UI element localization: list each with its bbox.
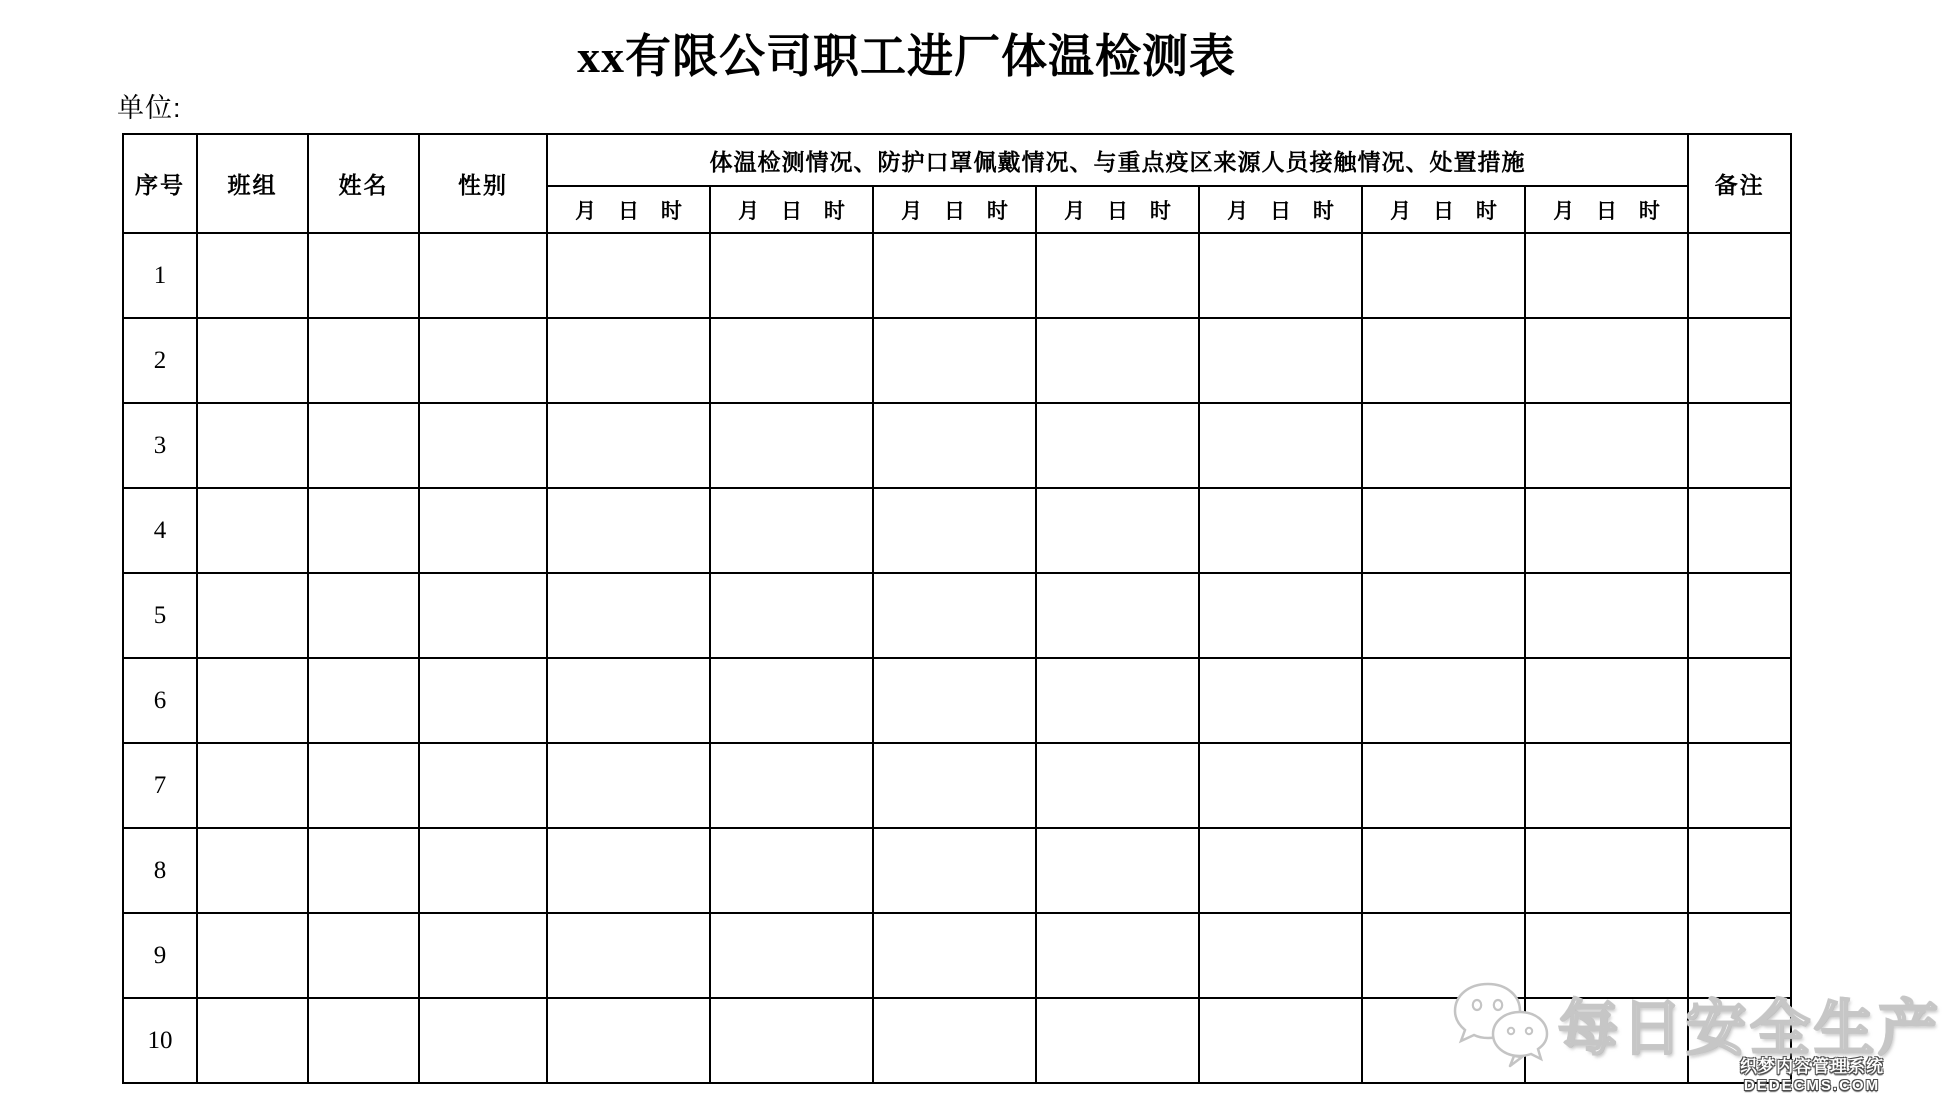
subheader-month-day-hour-7: 月 日 时: [1525, 186, 1688, 233]
empty-cell: [710, 403, 873, 488]
empty-cell: [1036, 998, 1199, 1083]
empty-cell: [547, 488, 710, 573]
row-number: 2: [123, 318, 197, 403]
empty-cell: [1362, 573, 1525, 658]
empty-cell: [873, 998, 1036, 1083]
empty-cell: [308, 403, 419, 488]
table-row: [123, 913, 1791, 998]
empty-cell: [710, 998, 873, 1083]
cms-badge-line1: 织梦内容管理系统: [1740, 1057, 1884, 1076]
empty-cell: [1525, 488, 1688, 573]
header-gender: 性别: [419, 134, 547, 233]
empty-cell: [308, 743, 419, 828]
subheader-month-day-hour-1: 月 日 时: [547, 186, 710, 233]
empty-cell: [1199, 488, 1362, 573]
empty-cell: [308, 488, 419, 573]
row-number: 4: [123, 488, 197, 573]
empty-cell: [419, 658, 547, 743]
empty-cell: [308, 233, 419, 318]
empty-cell: [1362, 743, 1525, 828]
empty-cell: [1525, 403, 1688, 488]
empty-cell: [419, 913, 547, 998]
watermark-text: 每日安全生产: [1558, 995, 1942, 1062]
header-team: 班组: [197, 134, 308, 233]
empty-cell: [419, 828, 547, 913]
empty-cell: [1199, 913, 1362, 998]
empty-cell: [419, 573, 547, 658]
empty-cell: [1688, 318, 1791, 403]
empty-cell: [1199, 318, 1362, 403]
empty-cell: [419, 488, 547, 573]
empty-cell: [1199, 658, 1362, 743]
empty-cell: [197, 488, 308, 573]
empty-cell: [1199, 403, 1362, 488]
unit-label: 单位:: [117, 93, 182, 123]
empty-cell: [1036, 913, 1199, 998]
empty-cell: [1362, 658, 1525, 743]
empty-cell: [197, 743, 308, 828]
header-name: 姓名: [308, 134, 419, 233]
empty-cell: [1525, 233, 1688, 318]
row-number: 10: [123, 998, 197, 1083]
table-row: [123, 998, 1791, 1083]
empty-cell: [1036, 403, 1199, 488]
row-number: 8: [123, 828, 197, 913]
empty-cell: [1362, 828, 1525, 913]
subheader-month-day-hour-4: 月 日 时: [1036, 186, 1199, 233]
subheader-month-day-hour-2: 月 日 时: [710, 186, 873, 233]
cms-badge-line2: DEDECMS.COM: [1743, 1077, 1881, 1095]
empty-cell: [1688, 488, 1791, 573]
empty-cell: [547, 403, 710, 488]
empty-cell: [308, 998, 419, 1083]
empty-cell: [1525, 998, 1688, 1083]
empty-cell: [1036, 658, 1199, 743]
empty-cell: [197, 573, 308, 658]
empty-cell: [710, 573, 873, 658]
header-span: 体温检测情况、防护口罩佩戴情况、与重点疫区来源人员接触情况、处置措施: [547, 134, 1688, 186]
empty-cell: [1525, 828, 1688, 913]
empty-cell: [873, 913, 1036, 998]
empty-cell: [308, 828, 419, 913]
empty-cell: [308, 573, 419, 658]
table-row: [123, 488, 1791, 573]
empty-cell: [873, 403, 1036, 488]
table-row: [123, 658, 1791, 743]
subheader-month-day-hour-6: 月 日 时: [1362, 186, 1525, 233]
empty-cell: [547, 913, 710, 998]
empty-cell: [1199, 998, 1362, 1083]
empty-cell: [547, 318, 710, 403]
empty-cell: [547, 658, 710, 743]
empty-cell: [1036, 743, 1199, 828]
empty-cell: [710, 233, 873, 318]
empty-cell: [547, 828, 710, 913]
empty-cell: [419, 998, 547, 1083]
empty-cell: [1525, 658, 1688, 743]
empty-cell: [1036, 318, 1199, 403]
empty-cell: [710, 913, 873, 998]
row-number: 6: [123, 658, 197, 743]
empty-cell: [710, 828, 873, 913]
empty-cell: [1036, 233, 1199, 318]
empty-cell: [873, 828, 1036, 913]
table-row: [123, 743, 1791, 828]
subheader-month-day-hour-3: 月 日 时: [873, 186, 1036, 233]
header-remark: 备注: [1688, 134, 1791, 233]
empty-cell: [197, 318, 308, 403]
empty-cell: [419, 743, 547, 828]
table-row: [123, 573, 1791, 658]
empty-cell: [197, 403, 308, 488]
empty-cell: [1362, 403, 1525, 488]
empty-cell: [873, 233, 1036, 318]
empty-cell: [547, 233, 710, 318]
row-number: 1: [123, 233, 197, 318]
empty-cell: [1199, 743, 1362, 828]
empty-cell: [308, 913, 419, 998]
row-number: 7: [123, 743, 197, 828]
empty-cell: [1688, 998, 1791, 1083]
empty-cell: [1036, 828, 1199, 913]
empty-cell: [547, 573, 710, 658]
empty-cell: [1525, 573, 1688, 658]
empty-cell: [873, 573, 1036, 658]
row-number: 5: [123, 573, 197, 658]
empty-cell: [1688, 233, 1791, 318]
empty-cell: [1688, 403, 1791, 488]
empty-cell: [1525, 743, 1688, 828]
empty-cell: [873, 743, 1036, 828]
empty-cell: [1036, 488, 1199, 573]
empty-cell: [1362, 488, 1525, 573]
empty-cell: [197, 998, 308, 1083]
empty-cell: [547, 743, 710, 828]
empty-cell: [547, 998, 710, 1083]
empty-cell: [197, 828, 308, 913]
empty-cell: [1688, 828, 1791, 913]
subheader-month-day-hour-5: 月 日 时: [1199, 186, 1362, 233]
empty-cell: [1688, 573, 1791, 658]
empty-cell: [197, 658, 308, 743]
empty-cell: [873, 658, 1036, 743]
table-row: [123, 318, 1791, 403]
empty-cell: [1362, 913, 1525, 998]
empty-cell: [1199, 233, 1362, 318]
empty-cell: [710, 743, 873, 828]
empty-cell: [419, 403, 547, 488]
empty-cell: [1199, 573, 1362, 658]
empty-cell: [873, 318, 1036, 403]
empty-cell: [197, 233, 308, 318]
empty-cell: [1199, 828, 1362, 913]
header-index: 序号: [123, 134, 197, 233]
empty-cell: [197, 913, 308, 998]
empty-cell: [419, 318, 547, 403]
empty-cell: [710, 658, 873, 743]
empty-cell: [308, 318, 419, 403]
empty-cell: [419, 233, 547, 318]
empty-cell: [710, 488, 873, 573]
empty-cell: [1036, 573, 1199, 658]
row-number: 9: [123, 913, 197, 998]
empty-cell: [1688, 743, 1791, 828]
empty-cell: [1688, 913, 1791, 998]
table-row: [123, 233, 1791, 318]
table-row: [123, 403, 1791, 488]
empty-cell: [1362, 998, 1525, 1083]
empty-cell: [873, 488, 1036, 573]
empty-cell: [1525, 913, 1688, 998]
empty-cell: [710, 318, 873, 403]
row-number: 3: [123, 403, 197, 488]
temperature-check-table: [122, 133, 1792, 1084]
empty-cell: [1525, 318, 1688, 403]
empty-cell: [1362, 233, 1525, 318]
empty-cell: [308, 658, 419, 743]
table-row: [123, 828, 1791, 913]
empty-cell: [1362, 318, 1525, 403]
page-title: xx有限公司职工进厂体温检测表: [577, 31, 1236, 82]
empty-cell: [1688, 658, 1791, 743]
